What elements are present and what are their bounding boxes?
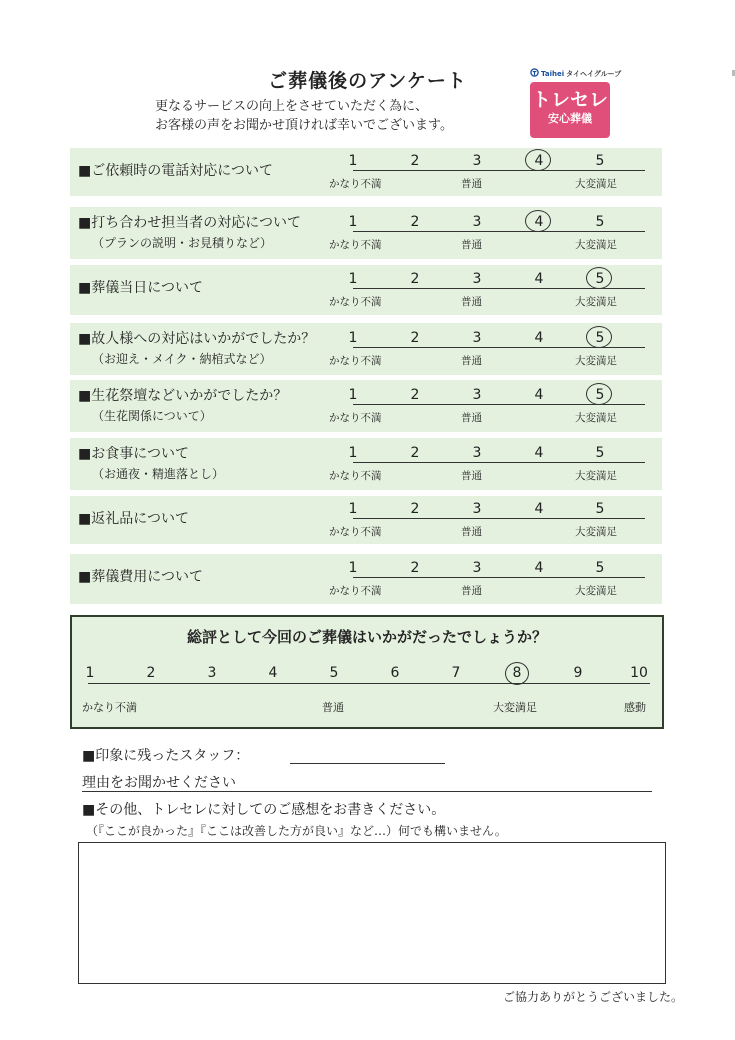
question-label: ■お食事について [78, 446, 189, 462]
question-label: ■葬儀費用について [78, 569, 203, 585]
anchor-low: かなり不満 [329, 296, 382, 308]
rating-option-5[interactable]: 5 [590, 330, 610, 346]
rating-option-1[interactable]: 1 [348, 501, 358, 517]
overall-option-3[interactable]: 3 [207, 665, 217, 681]
rating-option-2[interactable]: 2 [410, 560, 420, 576]
overall-anchor: 感動 [624, 701, 646, 714]
rating-option-4[interactable]: 4 [534, 560, 544, 576]
rating-option-4[interactable]: 4 [534, 445, 544, 461]
staff-label: ■印象に残ったスタッフ： [82, 748, 250, 764]
rating-option-2[interactable]: 2 [410, 387, 420, 403]
logo-box [530, 82, 610, 138]
anchor-low: かなり不満 [329, 585, 382, 597]
other-comments-label: ■その他、トレセレに対してのご感想をお書きください。 [82, 802, 446, 818]
anchor-mid: 普通 [461, 526, 482, 538]
rating-option-4[interactable]: 4 [534, 330, 544, 346]
overall-anchor: かなり不満 [82, 701, 137, 714]
anchor-mid: 普通 [461, 296, 482, 308]
rating-option-5[interactable]: 5 [590, 271, 610, 287]
overall-rating [70, 615, 664, 729]
question-sub: （お通夜・精進落とし） [92, 467, 225, 481]
rating-option-5[interactable]: 5 [595, 560, 605, 576]
intro-line-2: お客様の声をお聞かせ頂ければ幸いでございます。 [155, 118, 453, 133]
rating-scale [329, 556, 645, 606]
rating-option-3[interactable]: 3 [472, 153, 482, 169]
overall-option-6[interactable]: 6 [390, 665, 400, 681]
intro-line-1: 更なるサービスの向上をさせていただく為に、 [155, 99, 429, 114]
rating-option-3[interactable]: 3 [472, 214, 482, 230]
overall-option-9[interactable]: 9 [573, 665, 583, 681]
anchor-mid: 普通 [461, 412, 482, 424]
question-row [70, 554, 662, 604]
rating-option-1[interactable]: 1 [348, 153, 358, 169]
logo-sub: 安心葬儀 [548, 112, 592, 125]
scale-line [353, 170, 645, 171]
anchor-high: 大変満足 [575, 178, 617, 190]
question-label: ■生花祭壇などいかがでしたか？ [78, 388, 288, 404]
rating-option-3[interactable]: 3 [472, 501, 482, 517]
anchor-low: かなり不満 [329, 239, 382, 251]
rating-option-1[interactable]: 1 [348, 271, 358, 287]
rating-scale [329, 326, 645, 376]
scale-line [353, 231, 645, 232]
anchor-low: かなり不満 [329, 178, 382, 190]
rating-option-1[interactable]: 1 [348, 445, 358, 461]
other-comments-hint: （『ここが良かった』『ここは改善した方が良い』など…）何でも構いません。 [86, 824, 507, 838]
rating-option-1[interactable]: 1 [348, 330, 358, 346]
scale-line [353, 347, 645, 348]
rating-scale [329, 441, 645, 491]
logo-group-name: タイヘイグループ [566, 69, 622, 78]
overall-title: 総評として今回のご葬儀はいかがだったでしょうか？ [186, 628, 547, 646]
rating-option-1[interactable]: 1 [348, 214, 358, 230]
rating-option-2[interactable]: 2 [410, 214, 420, 230]
anchor-low: かなり不満 [329, 526, 382, 538]
rating-option-3[interactable]: 3 [472, 560, 482, 576]
question-label: ■ご依頼時の電話対応について [78, 163, 273, 179]
rating-scale [329, 383, 645, 433]
question-row [70, 496, 662, 544]
anchor-low: かなり不満 [329, 470, 382, 482]
scale-line [353, 577, 645, 578]
anchor-mid: 普通 [461, 470, 482, 482]
rating-option-2[interactable]: 2 [410, 501, 420, 517]
anchor-mid: 普通 [461, 585, 482, 597]
rating-option-5[interactable]: 5 [590, 387, 610, 403]
overall-option-8[interactable]: 8 [505, 665, 529, 681]
overall-option-7[interactable]: 7 [451, 665, 461, 681]
question-row [70, 323, 662, 375]
rating-option-5[interactable]: 5 [595, 445, 605, 461]
question-sub: （お迎え・メイク・納棺式など） [92, 352, 272, 366]
rating-option-4[interactable]: 4 [534, 271, 544, 287]
page-title: ご葬儀後のアンケート [268, 70, 467, 92]
overall-anchor: 普通 [322, 701, 344, 714]
rating-option-1[interactable]: 1 [348, 560, 358, 576]
question-row [70, 265, 662, 315]
thanks-text: ご協力ありがとうございました。 [502, 990, 683, 1004]
rating-option-3[interactable]: 3 [472, 445, 482, 461]
overall-option-5[interactable]: 5 [329, 665, 339, 681]
logo-group-line [530, 68, 622, 79]
anchor-high: 大変満足 [575, 239, 617, 251]
staff-input-line[interactable] [290, 763, 445, 764]
rating-option-2[interactable]: 2 [410, 445, 420, 461]
anchor-high: 大変満足 [575, 355, 617, 367]
reason-label: 理由をお聞かせください [82, 775, 236, 791]
question-label: ■葬儀当日について [78, 280, 203, 296]
rating-option-4[interactable]: 4 [529, 214, 549, 230]
overall-option-2[interactable]: 2 [146, 665, 156, 681]
anchor-mid: 普通 [461, 178, 482, 190]
brand-logo [530, 68, 622, 138]
anchor-high: 大変満足 [575, 585, 617, 597]
question-row [70, 380, 662, 432]
logo-main: トレセレ [531, 89, 608, 111]
rating-option-2[interactable]: 2 [410, 330, 420, 346]
rating-option-1[interactable]: 1 [348, 387, 358, 403]
anchor-high: 大変満足 [575, 526, 617, 538]
scale-line [353, 462, 645, 463]
question-sub: （生花関係について） [92, 409, 212, 423]
overall-scale-line [88, 683, 650, 684]
anchor-low: かなり不満 [329, 355, 382, 367]
rating-scale [329, 267, 645, 317]
logo-brand: Taihei [541, 69, 565, 78]
anchor-low: かなり不満 [329, 412, 382, 424]
rating-option-5[interactable]: 5 [595, 501, 605, 517]
overall-option-10[interactable]: 10 [630, 665, 648, 681]
scale-line [353, 288, 645, 289]
question-row [70, 207, 662, 259]
question-sub: （プランの説明・お見積りなど） [92, 236, 273, 250]
rating-option-5[interactable]: 5 [595, 214, 605, 230]
taihei-mark-icon [530, 68, 539, 79]
scale-line [353, 404, 645, 405]
overall-anchor: 大変満足 [493, 701, 537, 714]
anchor-high: 大変満足 [575, 412, 617, 424]
anchor-mid: 普通 [461, 239, 482, 251]
rating-option-5[interactable]: 5 [595, 153, 605, 169]
intro-text [155, 97, 453, 135]
anchor-high: 大変満足 [575, 470, 617, 482]
question-row [70, 148, 662, 196]
overall-option-4[interactable]: 4 [268, 665, 278, 681]
rating-option-2[interactable]: 2 [410, 271, 420, 287]
question-label: ■返礼品について [78, 511, 189, 527]
question-label: ■故人様への対応はいかがでしたか？ [78, 331, 316, 347]
rating-option-3[interactable]: 3 [472, 387, 482, 403]
rating-option-3[interactable]: 3 [472, 271, 482, 287]
anchor-high: 大変満足 [575, 296, 617, 308]
rating-scale [329, 149, 645, 199]
anchor-mid: 普通 [461, 355, 482, 367]
rating-scale [329, 210, 645, 260]
question-label: ■打ち合わせ担当者の対応について [78, 215, 301, 231]
question-row [70, 438, 662, 490]
reason-input-line[interactable] [82, 791, 652, 792]
rating-option-2[interactable]: 2 [410, 153, 420, 169]
comment-box[interactable] [78, 842, 666, 984]
rating-option-4[interactable]: 4 [529, 153, 549, 169]
rating-option-4[interactable]: 4 [534, 501, 544, 517]
rating-option-3[interactable]: 3 [472, 330, 482, 346]
overall-option-1[interactable]: 1 [85, 665, 95, 681]
rating-option-4[interactable]: 4 [534, 387, 544, 403]
rating-scale [329, 497, 645, 547]
scale-line [353, 518, 645, 519]
